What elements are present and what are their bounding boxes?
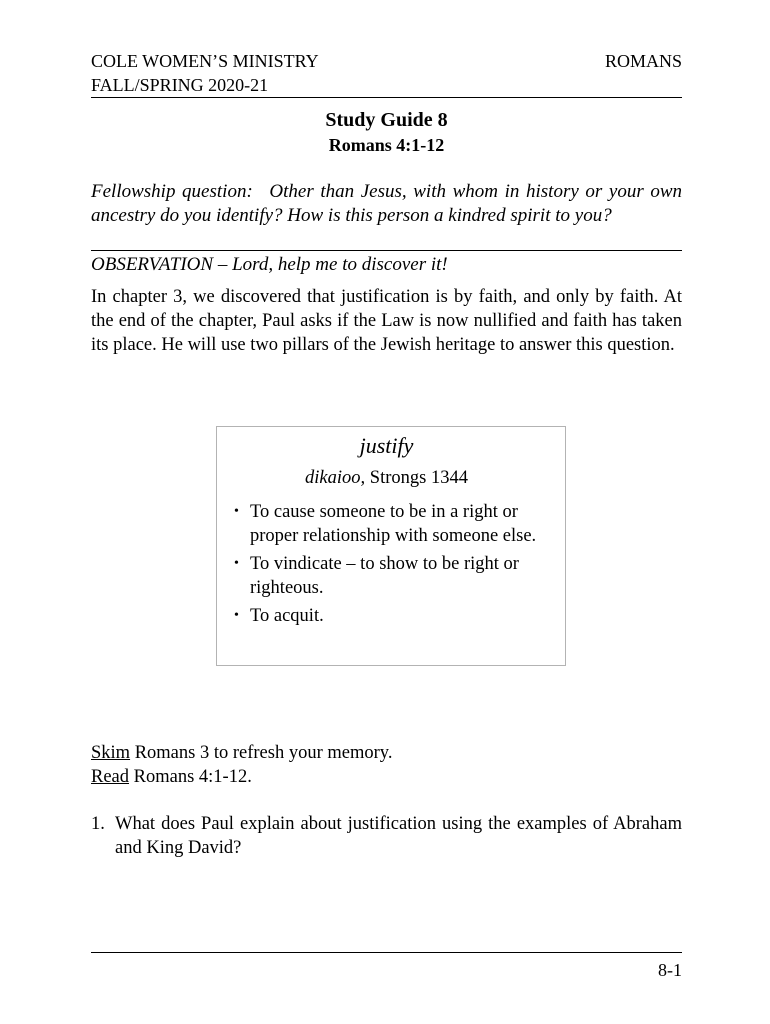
bullet-icon: • — [234, 556, 239, 571]
observation-divider — [91, 250, 682, 251]
greek-word: dikaioo, — [305, 468, 366, 488]
instruction-text: Romans 3 to refresh your memory. — [134, 743, 393, 763]
reading-instructions — [91, 741, 392, 789]
fellowship-text: Other than Jesus, with whom in history or your own ancestry do you identify? How is this person a kindred spirit to you? — [91, 181, 683, 226]
intro-paragraph: In chapter 3, we discovered that justification is by faith, and only by faith. At the end of the chapter, Paul asks if the Law is now nullified and faith has taken its place. He will use two pillars of the Jewish heritage to answer this question. — [91, 287, 682, 355]
definition-list — [234, 500, 554, 632]
page-number: 8-1 — [658, 960, 682, 980]
definition-source — [91, 466, 682, 490]
page-title: Study Guide 8 — [325, 109, 448, 131]
question-number: 1. — [91, 814, 105, 834]
document-page — [91, 0, 682, 1024]
observation-heading: OBSERVATION – Lord, help me to discover it! — [91, 254, 448, 275]
fellowship-label: Fellowship question: — [91, 181, 253, 202]
definition-text: To acquit. — [250, 606, 324, 626]
term-label: FALL/SPRING 2020-21 — [91, 75, 269, 95]
header-divider — [91, 97, 682, 98]
definition-item — [234, 604, 554, 628]
definition-word: justify — [359, 433, 414, 458]
strongs-number: Strongs 1344 — [369, 468, 468, 488]
definition-text: To cause someone to be in a right or proper relationship with someone else. — [250, 502, 537, 546]
instruction-verb: Read — [91, 767, 130, 787]
instruction-line — [91, 765, 392, 789]
instruction-verb: Skim — [91, 743, 131, 763]
question-item — [91, 812, 682, 860]
instruction-line — [91, 741, 392, 765]
bullet-icon: • — [234, 608, 239, 623]
question-text: What does Paul explain about justification using the examples of Abraham and King David? — [115, 814, 682, 858]
bullet-icon: • — [234, 504, 239, 519]
fellowship-question — [91, 180, 682, 228]
header-left — [91, 49, 319, 97]
instruction-text: Romans 4:1-12. — [133, 767, 252, 787]
definition-item — [234, 552, 554, 600]
footer-divider — [91, 952, 682, 953]
definition-text: To vindicate – to show to be right or righteous. — [250, 554, 519, 598]
passage-reference: Romans 4:1-12 — [328, 135, 445, 155]
ministry-name: COLE WOMEN’S MINISTRY — [91, 51, 319, 71]
book-name: ROMANS — [604, 51, 682, 71]
definition-item — [234, 500, 554, 548]
